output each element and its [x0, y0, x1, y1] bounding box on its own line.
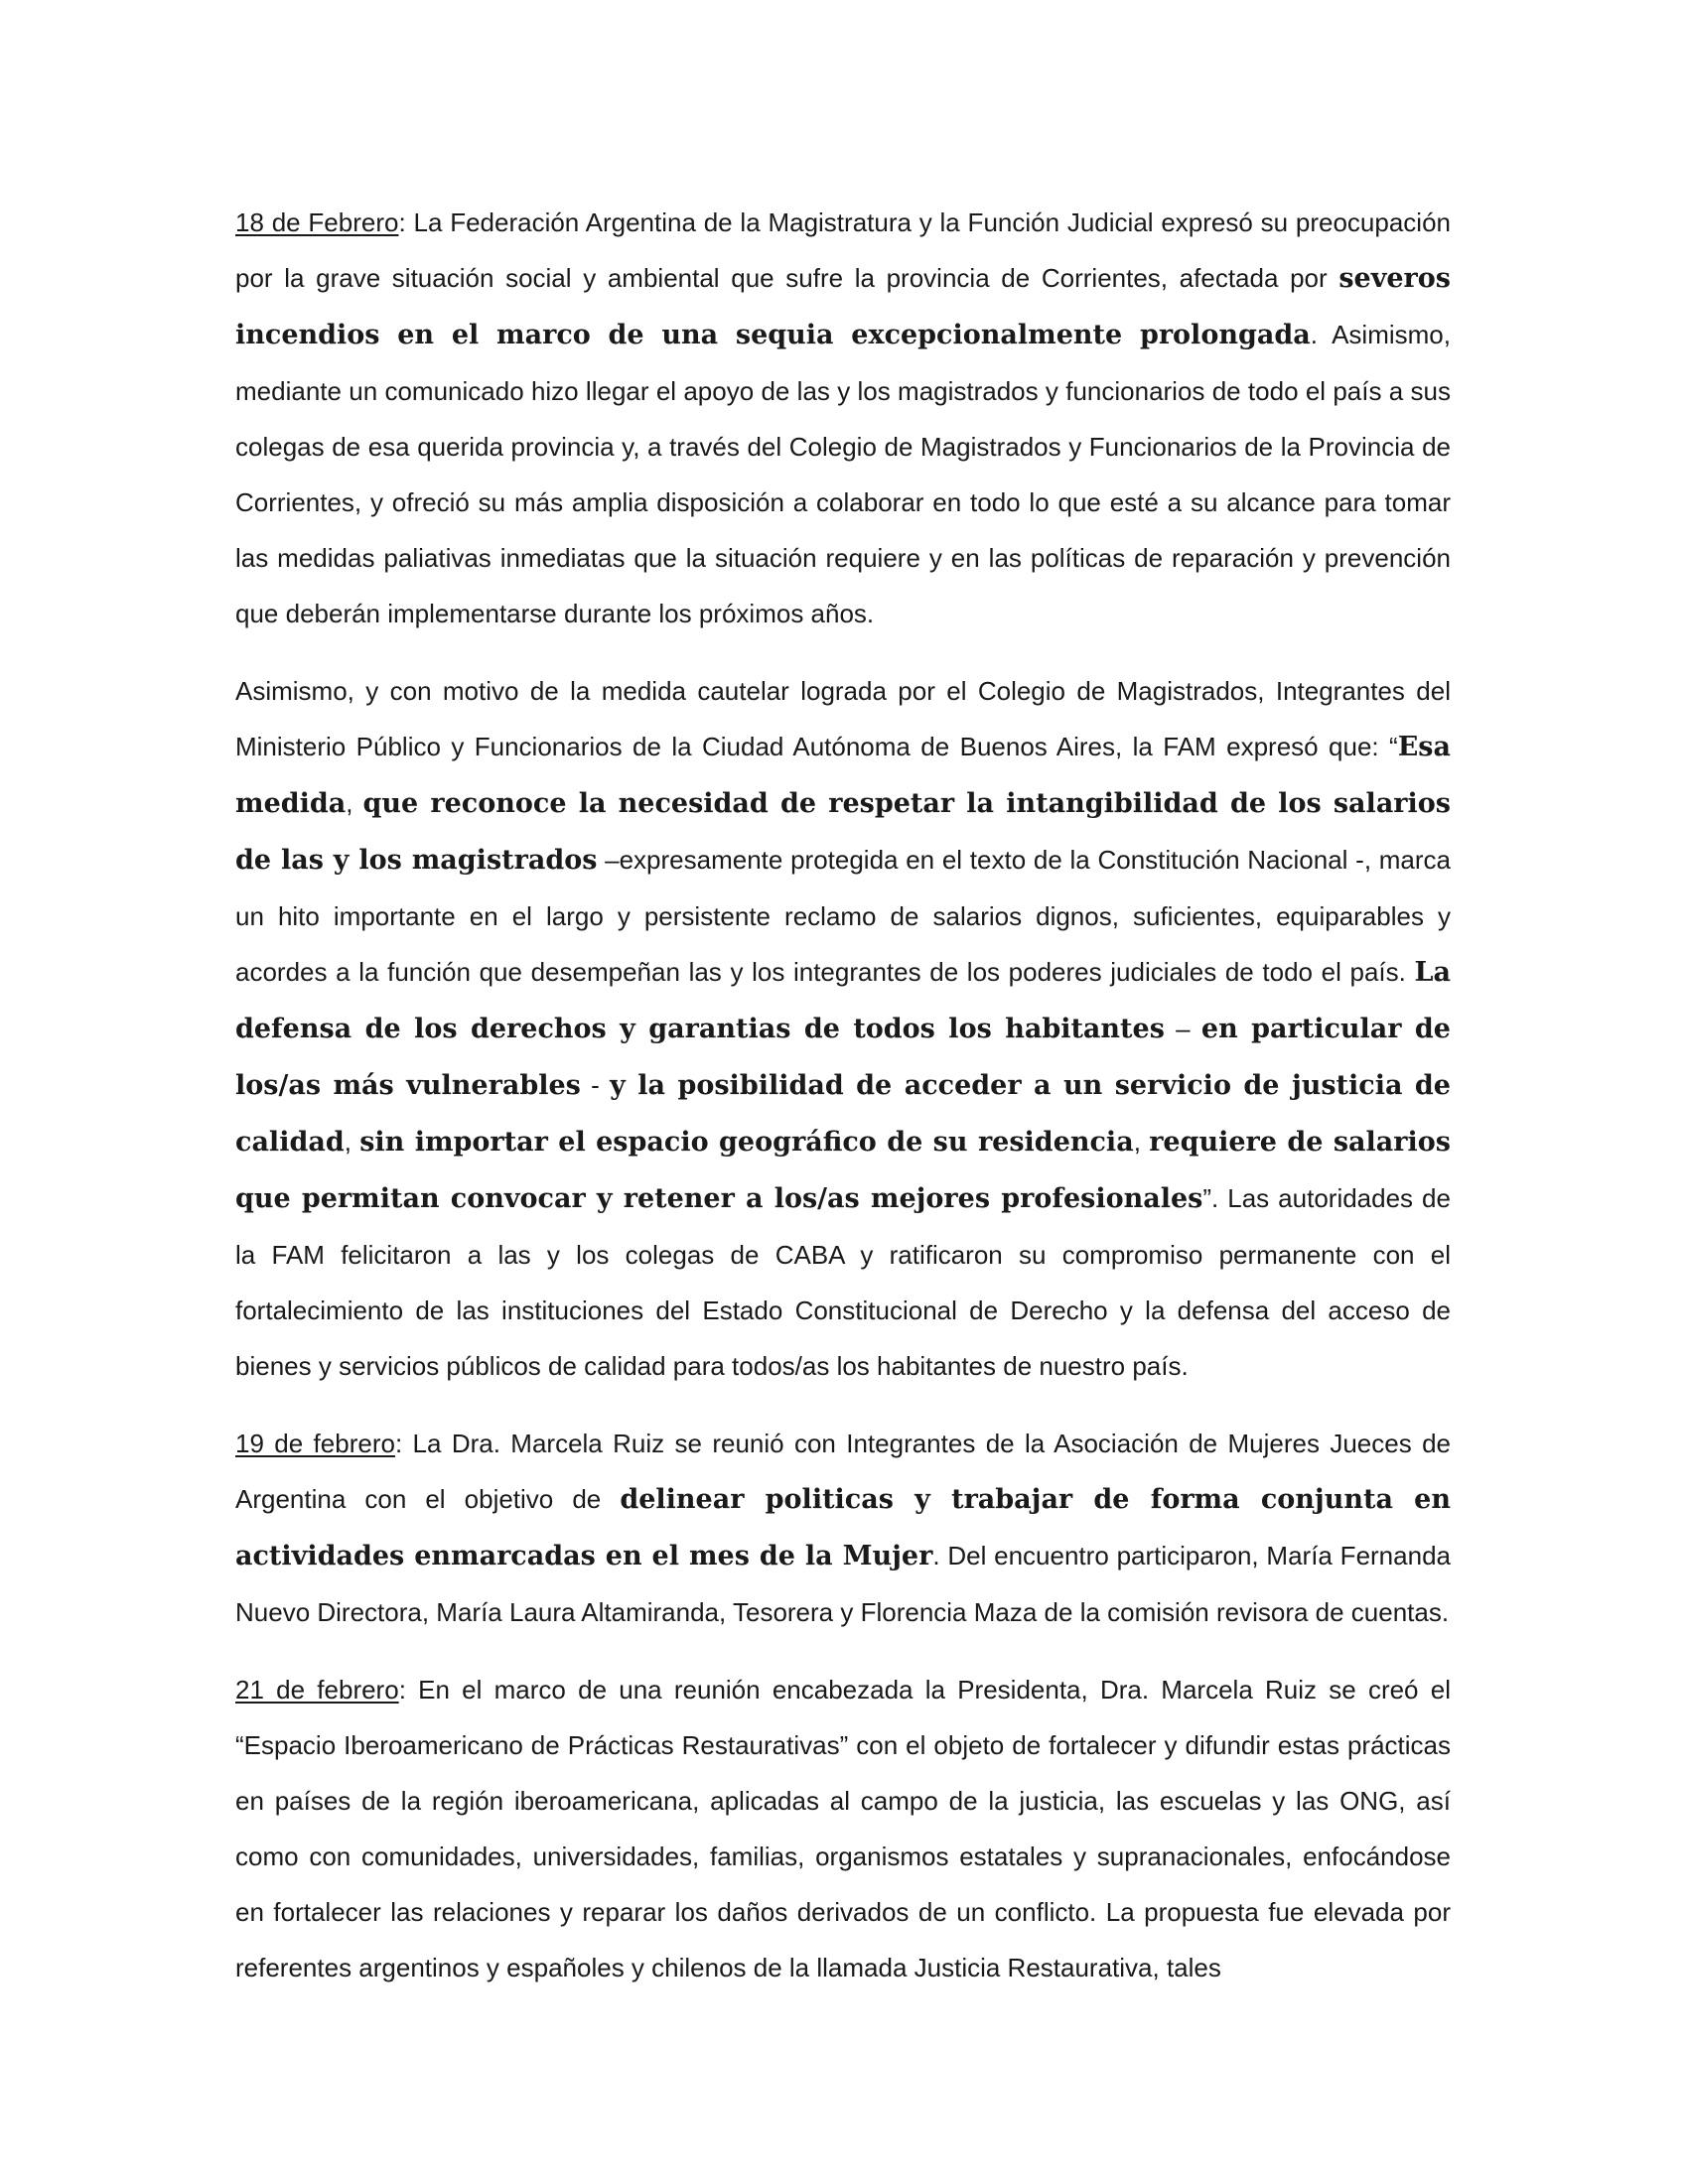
emphasized-text: requiere de salarios que permitan convocar y retener a los/as mejores profesionales: [235, 1127, 1451, 1214]
document-page: [235, 195, 1451, 2017]
emphasized-text: en particular de los/as más vulnerables: [235, 1014, 1451, 1101]
body-text: Asimismo, y con motivo de la medida cautelar lograda por el Colegio de Magistrados, Integrantes del Ministerio Público y Funcionarios de la Ciudad Autónoma de Buenos Aires, la FAM expresó que: “: [235, 676, 1451, 761]
date-label: 21 de febrero: [235, 1675, 399, 1705]
paragraph-p4: [235, 1662, 1451, 1995]
body-text: –expresamente protegida en el texto de la Constitución Nacional -, marca un hito importante en el largo y persistente reclamo de salarios dignos, suficientes, equiparables y acordes a la función que desempeñan las y los integrantes de los poderes judiciales de todo el país.: [235, 845, 1451, 987]
body-text: . Del encuentro participaron, María Fernanda Nuevo Directora, María Laura Altamiranda, Tesorera y Florencia Maza de la comisión revisora de cuentas.: [235, 1541, 1451, 1627]
date-label: 19 de febrero: [235, 1429, 395, 1458]
body-text: ,: [344, 1127, 360, 1157]
body-text: : La Dra. Marcela Ruiz se reunió con Integrantes de la Asociación de Mujeres Jueces de Argentina con el objetivo de: [235, 1429, 1452, 1514]
body-text: -: [580, 1070, 611, 1100]
emphasized-text: y la posibilidad de acceder a un servicio de justicia de calidad: [235, 1070, 1451, 1158]
emphasized-text: que reconoce la necesidad de respetar la intangibilidad de los salarios de las y los magistrados: [235, 788, 1451, 876]
emphasized-text: sin importar el espacio geográfico de su residencia: [359, 1127, 1134, 1158]
body-text: : La Federación Argentina de la Magistratura y la Función Judicial expresó su preocupación por la grave situación social y ambiental que sufre la provincia de Corrientes, afectada por: [235, 207, 1451, 293]
paragraph-p2: [235, 663, 1451, 1394]
emphasized-text: La defensa de los derechos y garantias de todos los habitantes: [235, 957, 1451, 1044]
emphasized-text: delinear politicas y trabajar de forma conjunta en actividades enmarcadas en el mes de la Mujer: [235, 1484, 1451, 1571]
paragraph-p1: [235, 195, 1451, 641]
body-text: . Asimismo, mediante un comunicado hizo llegar el apoyo de las y los magistrados y funcionarios de todo el país a sus colegas de esa querida provincia y, a través del Colegio de Magistrados y Funcionarios de la Provincia de Corrientes, y ofreció su más amplia disposición a colaborar en todo lo que esté a su alcance para tomar las medidas paliativas inmediatas que la situación requiere y en las políticas de reparación y prevención que deberán implementarse durante los próximos años.: [235, 320, 1451, 628]
paragraph-p3: [235, 1416, 1451, 1640]
body-text: ”. Las autoridades de la FAM felicitaron a las y los colegas de CABA y ratificaron su compromiso permanente con el fortalecimiento de las instituciones del Estado Constitucional de Derecho y la defensa del acceso de bienes y servicios públicos de calidad para todos/as los habitantes de nuestro país.: [235, 1183, 1451, 1381]
emphasized-text: severos incendios en el marco de una sequia excepcionalmente prolongada: [235, 263, 1451, 350]
body-text: : En el marco de una reunión encabezada la Presidenta, Dra. Marcela Ruiz se creó el “Espacio Iberoamericano de Prácticas Restaurativas” con el objeto de fortalecer y difundir estas prácticas en países de la región iberoamericana, aplicadas al campo de la justicia, las escuelas y las ONG, así como con comunidades, universidades, familias, organismos estatales y supranacionales, enfocándose en fortalecer las relaciones y reparar los daños derivados de un conflicto. La propuesta fue elevada por referentes argentinos y españoles y chilenos de la llamada Justicia Restaurativa, tales: [235, 1675, 1451, 1982]
body-text: ,: [1133, 1127, 1150, 1157]
emphasized-text: Esa medida: [235, 732, 1451, 819]
body-text: –: [1164, 1014, 1201, 1043]
body-text: ,: [346, 788, 363, 818]
date-label: 18 de Febrero: [235, 207, 399, 237]
